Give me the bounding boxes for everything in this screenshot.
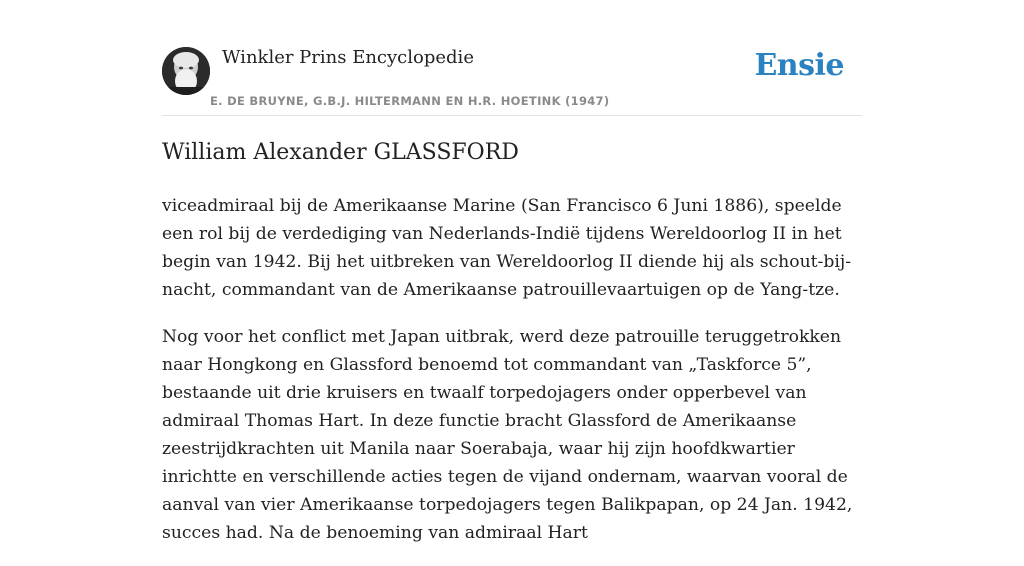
portrait-icon [162,47,210,95]
article-paragraph: viceadmiraal bij de Amerikaanse Marine (San Francisco 6 Juni 1886), speelde een rol bij de verdediging van Nederlands-Indië tijdens Wereldoorlog II in het begin van 1942. Bij het uitbreken van Wereldoorlog II diende hij als schout-bij-nacht, commandant van de Amerikaanse patrouillevaartuigen op de Yang-tze. [162,196,852,300]
article-paragraph: Nog voor het conflict met Japan uitbrak, werd deze patrouille teruggetrokken naar Hongkong en Glassford benoemd tot commandant van „Taskforce 5”, bestaande uit drie kruisers en twaalf torpedojagers onder opperbevel van admiraal Thomas Hart. In deze functie bracht Glassford de Amerikaanse zeestrijdkrachten uit Manila naar Soerabaja, waar hij zijn hoofdkwartier inrichtte en verschillende acties tegen de vijand ondernam, waarvan vooral de aanval van vier Amerikaanse torpedojagers tegen Balikpapan, op 24 Jan. 1942, succes had. Na de benoeming van admiraal Hart [162,327,853,543]
source-authors: E. DE BRUYNE, G.B.J. HILTERMANN EN H.R. HOETINK (1947) [210,94,610,108]
article-body [162,192,862,566]
source-title[interactable]: Winkler Prins Encyclopedie [222,47,474,68]
source-header [162,40,862,116]
article-title: William Alexander GLASSFORD [162,140,519,165]
brand-logo-link[interactable]: Ensie [754,48,844,83]
